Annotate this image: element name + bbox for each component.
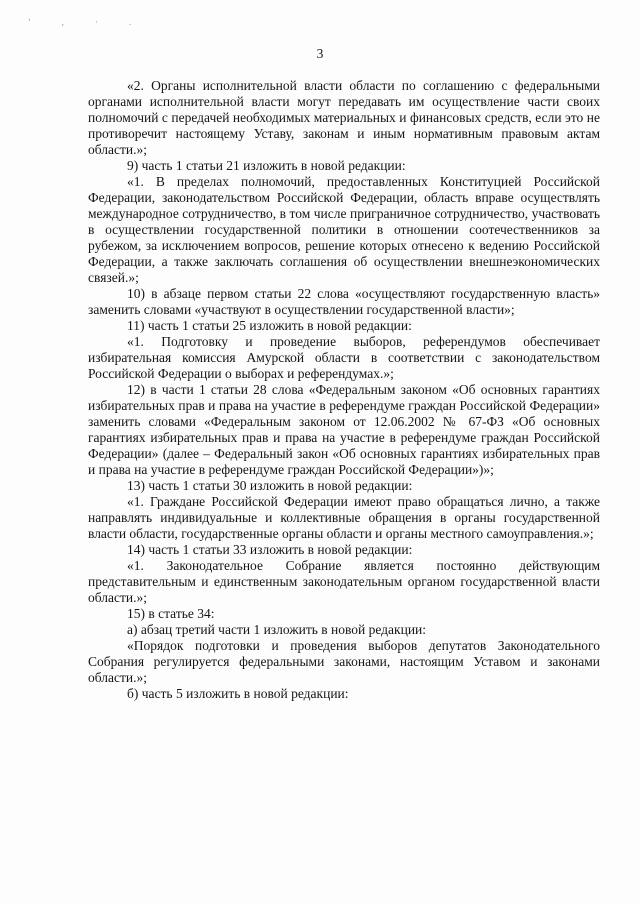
- paragraph-article-25-text: «1. Подготовку и проведение выборов, референдумов обеспечивает избирательная комиссия Амурской области в соответствии с законодательством Российской Федерации о выборах и референдумах.»;: [88, 334, 600, 381]
- paragraph-item-11: 11) часть 1 статьи 25 изложить в новой редакции:: [127, 318, 412, 333]
- paragraph-item-12: 12) в части 1 статьи 28 слова «Федеральным законом «Об основных гарантиях избирательных прав и права на участие в референдуме граждан Российской Федерации» заменить словами «Федеральным законом от 12.06.2002 № 67-ФЗ «Об основных гарантиях избирательных прав и права на участие в референдуме граждан Российской Федерации» (далее – Федеральный закон «Об основных гарантиях избирательных прав и права на участие в референдуме граждан Российской Федерации»)»;: [88, 382, 600, 477]
- paragraph-subitem-b: б) часть 5 изложить в новой редакции:: [127, 686, 349, 701]
- paragraph-item-13: 13) часть 1 статьи 30 изложить в новой редакции:: [127, 478, 413, 493]
- paragraph-item-15: 15) в статье 34:: [127, 606, 215, 621]
- paragraph-item-10: 10) в абзаце первом статьи 22 слова «осуществляют государственную власть» заменить словами «участвуют в осуществлении государственной власти»;: [88, 286, 600, 317]
- page-number: 3: [316, 46, 324, 61]
- paragraph-article-33-text: «1. Законодательное Собрание является постоянно действующим представительным и единственным законодательным органом государственной власти области.»;: [88, 558, 600, 605]
- scan-specks: ' , · .: [28, 18, 146, 28]
- paragraph-item-14: 14) часть 1 статьи 33 изложить в новой редакции:: [127, 542, 413, 557]
- paragraph-article-30-text: «1. Граждане Российской Федерации имеют право обращаться лично, а также направлять индивидуальные и коллективные обращения в органы государственной власти области, государственные органы области и органы местного самоуправления.»;: [88, 494, 600, 541]
- paragraph-article-20-part-2-text: «2. Органы исполнительной власти области по соглашению с федеральными органами исполнительной власти могут передавать им осуществление части своих полномочий с передачей необходимых материальных и финансовых средств, если это не противоречит настоящему Уставу, законам и иным нормативным правовым актам области.»;: [88, 78, 600, 157]
- paragraph-article-21-text: «1. В пределах полномочий, предоставленных Конституцией Российской Федерации, законодательством Российской Федерации, область вправе осуществлять международное сотрудничество, в том числе приграничное сотрудничество, участвовать в осуществлении государственной политики в отношении соотечественников за рубежом, за исключением вопросов, решение которых отнесено к ведению Российской Федерации, а также заключать соглашения об осуществлении внешнеэкономических связей.»;: [88, 174, 600, 285]
- document-body: [88, 78, 600, 702]
- paragraph-article-34-text: «Порядок подготовки и проведения выборов депутатов Законодательного Собрания регулируется федеральными законами, настоящим Уставом и законами области.»;: [88, 638, 600, 685]
- paragraph-item-9: 9) часть 1 статьи 21 изложить в новой редакции:: [127, 158, 406, 173]
- paragraph-subitem-a: а) абзац третий части 1 изложить в новой редакции:: [127, 622, 427, 637]
